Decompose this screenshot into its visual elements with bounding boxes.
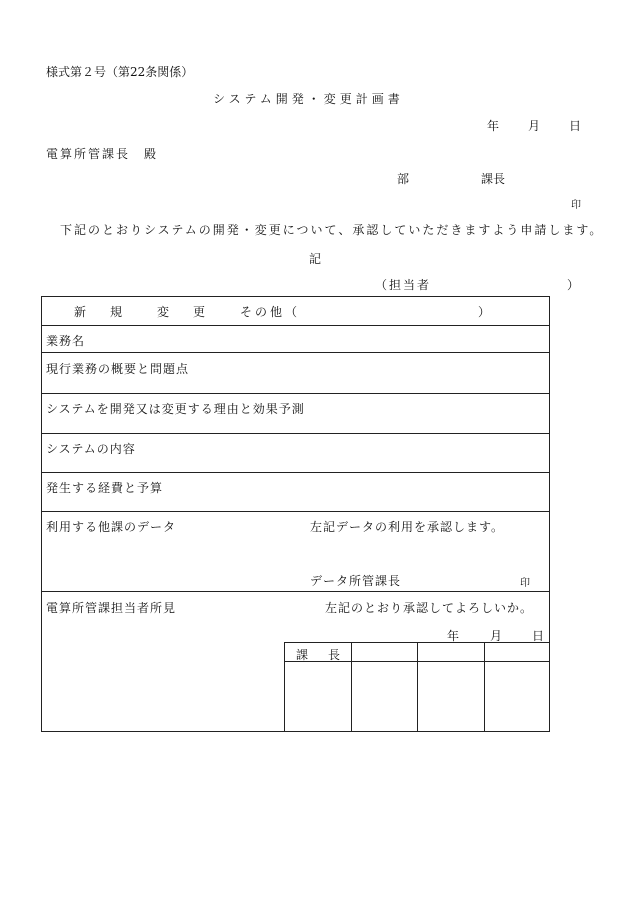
computing-approval-text: 左記のとおり承認してよろしいか。 bbox=[325, 601, 534, 615]
other-section-data-label: 利用する他課のデータ bbox=[46, 520, 177, 534]
application-form-table bbox=[41, 296, 550, 732]
data-manager-label: データ所管課長 bbox=[310, 574, 402, 588]
applicant-seal: 印 bbox=[571, 200, 581, 211]
person-in-charge-close: ） bbox=[567, 278, 580, 292]
current-overview-label: 現行業務の概要と問題点 bbox=[46, 362, 190, 376]
type-other-close: ） bbox=[478, 305, 492, 319]
stamp-section-chief-label: 課 長 bbox=[296, 648, 345, 662]
date-month: 月 bbox=[528, 119, 541, 133]
date-day: 日 bbox=[569, 119, 582, 133]
ki-label: 記 bbox=[309, 252, 322, 266]
business-name-label: 業務名 bbox=[46, 334, 86, 348]
approval-date-day: 日 bbox=[532, 629, 546, 643]
type-change[interactable]: 変 更 bbox=[157, 305, 212, 319]
addressee: 電算所管課長 殿 bbox=[46, 147, 159, 161]
approval-date-month: 月 bbox=[490, 629, 504, 643]
computing-opinion-label: 電算所管課担当者所見 bbox=[46, 601, 177, 615]
date-year: 年 bbox=[487, 119, 500, 133]
type-new[interactable]: 新 規 bbox=[74, 305, 129, 319]
applicant-dept: 部 bbox=[397, 172, 410, 186]
type-other[interactable]: その他（ bbox=[240, 305, 301, 319]
stamp-box-section-chief[interactable] bbox=[285, 662, 350, 732]
reason-effect-label: システムを開発又は変更する理由と効果予測 bbox=[46, 402, 305, 416]
stamp-box-3[interactable] bbox=[418, 643, 483, 732]
cost-budget-label: 発生する経費と予算 bbox=[46, 481, 164, 495]
request-text: 下記のとおりシステムの開発・変更について、承認していただきますよう申請します。 bbox=[60, 223, 604, 237]
form-number: 様式第２号（第22条関係） bbox=[46, 65, 194, 79]
applicant-section-chief: 課長 bbox=[481, 172, 506, 186]
approval-date-year: 年 bbox=[447, 629, 461, 643]
stamp-box-4[interactable] bbox=[485, 643, 549, 732]
system-content-label: システムの内容 bbox=[46, 442, 136, 456]
stamp-box-2[interactable] bbox=[352, 643, 416, 732]
person-in-charge-label: （担当者 bbox=[375, 278, 432, 292]
data-manager-seal: 印 bbox=[520, 578, 531, 589]
document-title: システム開発・変更計画書 bbox=[213, 92, 404, 106]
data-approval-text: 左記データの利用を承認します。 bbox=[310, 520, 505, 534]
